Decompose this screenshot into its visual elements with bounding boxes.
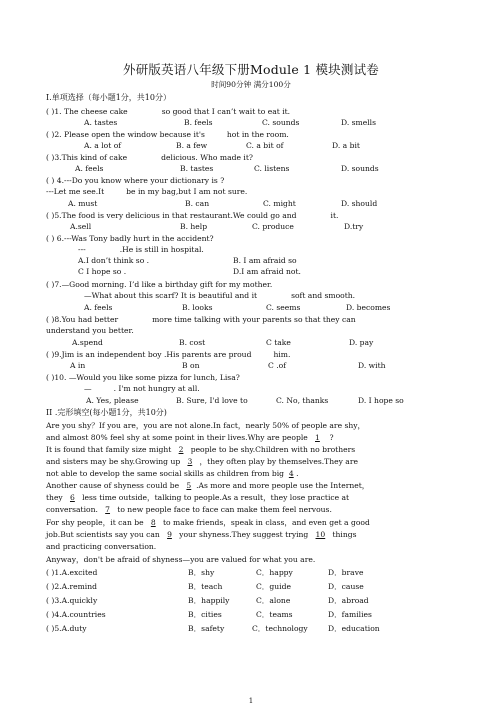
question-7-line2: —What about this scarf? It is beautiful and it soft and smooth. <box>84 291 356 300</box>
blank-1: 1 <box>315 433 320 442</box>
question-10-line2: — . I'm not hungry at all. <box>84 384 200 393</box>
question-10: ( )10. —Would you like some pizza for lunch, Lisa? <box>46 373 240 382</box>
blank-2: 2 <box>178 445 184 454</box>
blank-10: 10 <box>315 530 326 539</box>
passage-line-9: For shy people，it can be 8 to make friends，speak in class，and even get a good <box>46 518 370 527</box>
passage-line-7: they 6 less time outside，talking to people.As a result，they lose practice at <box>46 493 350 502</box>
question-8: ( )8.You had better more time talking with your parents so that they can <box>46 315 356 324</box>
question-7: ( )7.—Good morning. I’d like a birthday gift for my mother. <box>46 280 273 289</box>
passage-line-3: It is found that family size might 2 people to be shy.Children with no brothers <box>46 445 356 454</box>
question-9: ( )9.Jim is an independent boy .His parents are proud him. <box>46 350 291 359</box>
passage-line-1: Are you shy？If you are，you are not alone.In fact，nearly 50% of people are shy， <box>46 421 366 430</box>
section2-heading: II .完形填空(每小题1分，共10分) <box>46 408 167 417</box>
passage-line-5: not able to develop the same social skills as children from big 4 . <box>46 469 299 478</box>
section1-heading: I.单项选择（每小题1分，共10分） <box>46 93 171 102</box>
passage-line-10: job.But scientists say you can 9 your shyness.They suggest trying 10 things <box>46 530 357 539</box>
question-5: ( )5.The food is very delicious in that restaurant.We could go and it. <box>46 211 339 220</box>
passage-line-8: conversation. 7 to new people face to face can make them feel nervous. <box>46 505 332 514</box>
blank-9: 9 <box>167 530 172 539</box>
question-8-line2: understand you better. <box>46 326 134 335</box>
question-4: ( ) 4.---Do you know where your dictionary is ? <box>46 176 225 185</box>
question-2: ( )2. Please open the window because it's hot in the room. <box>46 130 289 139</box>
question-1: ( )1. The cheese cake so good that I can’t wait to eat it. <box>46 107 291 116</box>
blank-3: 3 <box>187 457 193 466</box>
passage-line-6: Another cause of shyness could be 5 .As more and more people use the Internet， <box>46 481 370 490</box>
question-4-line2: ---Let me see.It be in my bag,but I am not sure. <box>46 187 248 196</box>
test-paper-page: 外研版英语八年级下册Module 1 模块测试卷 时间90分钟 满分100分 I.单项选择（每小题1分，共10分） ( )1. The cheese cake so good that I can’t wait to eat it. A. tastes B. feels C. sounds D. smells ( )2. Please open the window because it's hot in the room. A. a lot of B. a few C. a bit of D. a bit ( )3.This kind of cake delicious. Who made it? A. feels B. tastes C. listens D. sounds ( ) 4.---Do you know where your dictionary is ? ---Let me see.It be in my bag,but I am not sure. A. must B. can C. might D. should ( )5.The food is very delicious in that restaurant.We could go and it. A.sell B. help C. produce D.try ( ) 6.---Was Tony badly hurt in the accident? --- .He is still in hospital. A.I don’t think so . B. I am afraid so C I hope so . D.I am afraid not. ( )7.—Good morning. I’d like a birthday gift for my mother. —What about this scarf? It is beautiful and it soft and smooth. A. feels B. looks C. seems D. becomes ( )8.You had better more time talking with your parents so that they can understand you better. A.spend B. cost C take D. pay ( )9.Jim is an independent boy .His parents are proud him. A in B on C .of D. with ( )10. —Would you like some pizza for lunch, Lisa? — . I'm not hungry at all. A. Yes, please B. Sure, I'd love to C. No, thanks D. I hope so II .完形填空(每小题1分，共10分) Are you shy？If you are，you are not alone.In fact，nearly 50% of people are shy， and almost 80% feel shy at some point in their lives.Why are people 1 ? It is found that family size might 2 people to be shy.Children with no brothers and sisters may be shy.Growing up 3 ，they often play by themselves.They are not able to develop the same social skills as children from big 4 . Another cause of shyness could be 5 .As more and more people use the Internet， they 6 less time outside，talking to people.As a result，they lose practice at conversation. 7 to new people face to face can make them feel nervous. For shy people，it can be 8 to make friends，speak in class，and even get a good job.But scientists say you can 9 your shyness.They suggest trying 10 things and practicing conversation. Anyway，don't be afraid of shyness—you are valued for what you are. ( )1.A.excited B．shy C．happy D．brave ( )2.A.remind B．teach C．guide D．cause ( )3.A.quickly B．happily C．alone D．abroad ( )4.A.countries B．cities C．teams D．families ( )5.A.duty B．safety C．technology D．education 1 <box>0 0 502 711</box>
question-6: ( ) 6.---Was Tony badly hurt in the accident? <box>46 234 214 243</box>
blank-8: 8 <box>150 518 156 527</box>
blank-4: 4 <box>288 469 294 478</box>
passage-line-12: Anyway，don't be afraid of shyness—you are valued for what you are. <box>46 555 316 564</box>
passage-line-2: and almost 80% feel shy at some point in their lives.Why are people 1 ? <box>46 433 334 442</box>
question-6-line2: --- .He is still in hospital. <box>78 245 204 254</box>
passage-line-4: and sisters may be shy.Growing up 3 ，they often play by themselves.They are <box>46 457 358 466</box>
passage-line-11: and practicing conversation. <box>46 542 157 551</box>
blank-5: 5 <box>186 481 192 490</box>
page-title: 外研版英语八年级下册Module 1 模块测试卷 <box>123 62 379 77</box>
blank-6: 6 <box>69 493 75 502</box>
page-number: 1 <box>248 697 254 705</box>
page-subtitle: 时间90分钟 满分100分 <box>211 80 291 89</box>
question-3: ( )3.This kind of cake delicious. Who made it? <box>46 153 253 162</box>
blank-7: 7 <box>105 505 111 514</box>
